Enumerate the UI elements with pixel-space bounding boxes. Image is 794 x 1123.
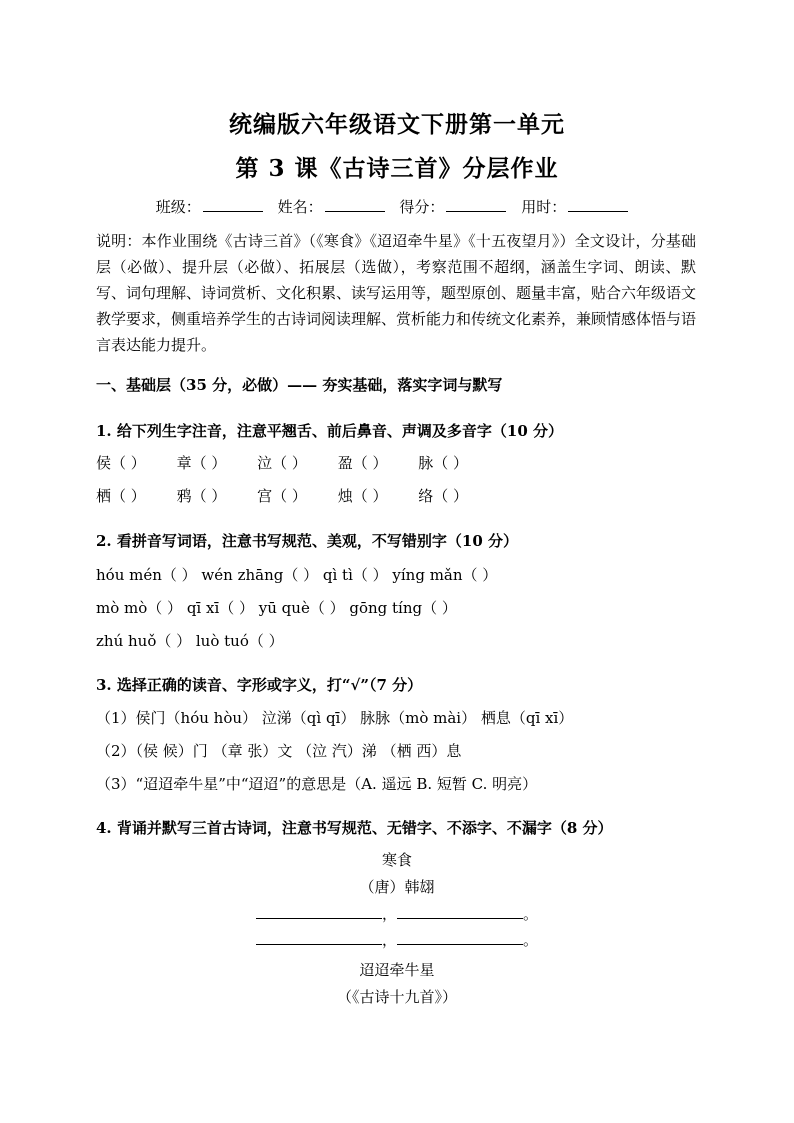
pinyin-blank[interactable]: 栖（ ） [96, 487, 146, 505]
answer-blank[interactable] [397, 906, 523, 919]
poem-1-title: 寒食 [381, 851, 412, 869]
poem-1-author: （唐）韩翃 [359, 878, 435, 896]
description-paragraph: 说明：本作业围绕《古诗三首》（《寒食》《迢迢牵牛星》《十五夜望月》）全文设计，分基础层（必做）、提升层（必做）、拓展层（选做），考察范围不超纲，涵盖生字词、朗读、默写、词句理解、诗词赏析、文化积累、读写运用等，题型原创、题量丰富，贴合六年级语文教学要求，侧重培养学生的古诗词阅读理解、赏析能力和传统文化素养，兼顾情感体悟与语言表达能力提升。 [96, 232, 697, 354]
pinyin-blank[interactable]: 宫（ ） [257, 487, 307, 505]
page-title: 统编版六年级语文下册第一单元 [229, 111, 565, 138]
poem-2-title: 迢迢牵牛星 [359, 961, 435, 979]
page-subtitle: 第 3 课《古诗三首》分层作业 [235, 155, 559, 182]
pinyin-blank[interactable]: 络（ ） [418, 487, 469, 505]
student-info-line [0, 196, 794, 217]
question-2-row-3[interactable]: zhú huǒ（ ） luò tuó（ ） [96, 632, 284, 650]
score-field[interactable] [446, 199, 506, 212]
question-3-title: 3. 选择正确的读音、字形或字义，打“√”（7 分） [96, 676, 423, 694]
time-label: 用时： [521, 198, 567, 216]
name-field[interactable] [325, 199, 385, 212]
question-3-item-3[interactable]: （3）“迢迢牵牛星”中“迢迢”的意思是（A. 遥远 B. 短暂 C. 明亮） [96, 775, 538, 793]
class-label: 班级： [155, 198, 201, 216]
comma: ， [381, 931, 397, 949]
class-field[interactable] [203, 199, 263, 212]
period: 。 [523, 905, 539, 923]
pinyin-blank[interactable]: 脉（ ） [418, 454, 469, 472]
question-1-title: 1. 给下列生字注音，注意平翘舌、前后鼻音、声调及多音字（10 分） [96, 422, 563, 440]
score-label: 得分： [399, 198, 445, 216]
pinyin-blank[interactable]: 章（ ） [176, 454, 227, 472]
answer-blank[interactable] [256, 932, 382, 945]
name-label: 姓名： [277, 198, 323, 216]
answer-blank[interactable] [397, 932, 523, 945]
pinyin-blank[interactable]: 泣（ ） [257, 454, 307, 472]
question-3-item-1[interactable]: （1）侯门（hóu hòu） 泣涕（qì qī） 脉脉（mò mài） 栖息（qī xī） [96, 709, 574, 727]
question-1-row-1 [96, 452, 494, 473]
period: 。 [523, 931, 539, 949]
pinyin-blank[interactable]: 烛（ ） [337, 487, 388, 505]
poem-2-author: （《古诗十九首》） [336, 988, 457, 1006]
comma: ， [381, 905, 397, 923]
section-heading: 一、基础层（35 分，必做）—— 夯实基础，落实字词与默写 [96, 376, 503, 394]
pinyin-blank[interactable]: 盈（ ） [337, 454, 388, 472]
question-2-title: 2. 看拼音写词语，注意书写规范、美观，不写错别字（10 分） [96, 532, 518, 550]
question-2-row-1[interactable]: hóu mén（ ） wén zhāng（ ） qì tì（ ） yíng mǎn（ ） [96, 566, 498, 584]
poem-1-line-2 [0, 929, 794, 950]
pinyin-blank[interactable]: 鸦（ ） [176, 487, 227, 505]
question-2-row-2[interactable]: mò mò（ ） qī xī（ ） yū què（ ） gōng tíng（ ） [96, 599, 457, 617]
poem-1-line-1 [0, 903, 794, 924]
answer-blank[interactable] [256, 906, 382, 919]
question-1-row-2 [96, 485, 494, 506]
question-3-item-2[interactable]: （2）（侯 候）门 （章 张）文 （泣 汽）涕 （栖 西）息 [96, 742, 462, 760]
question-4-title: 4. 背诵并默写三首古诗词，注意书写规范、无错字、不添字、不漏字（8 分） [96, 819, 613, 837]
pinyin-blank[interactable]: 侯（ ） [96, 454, 146, 472]
time-field[interactable] [568, 199, 628, 212]
